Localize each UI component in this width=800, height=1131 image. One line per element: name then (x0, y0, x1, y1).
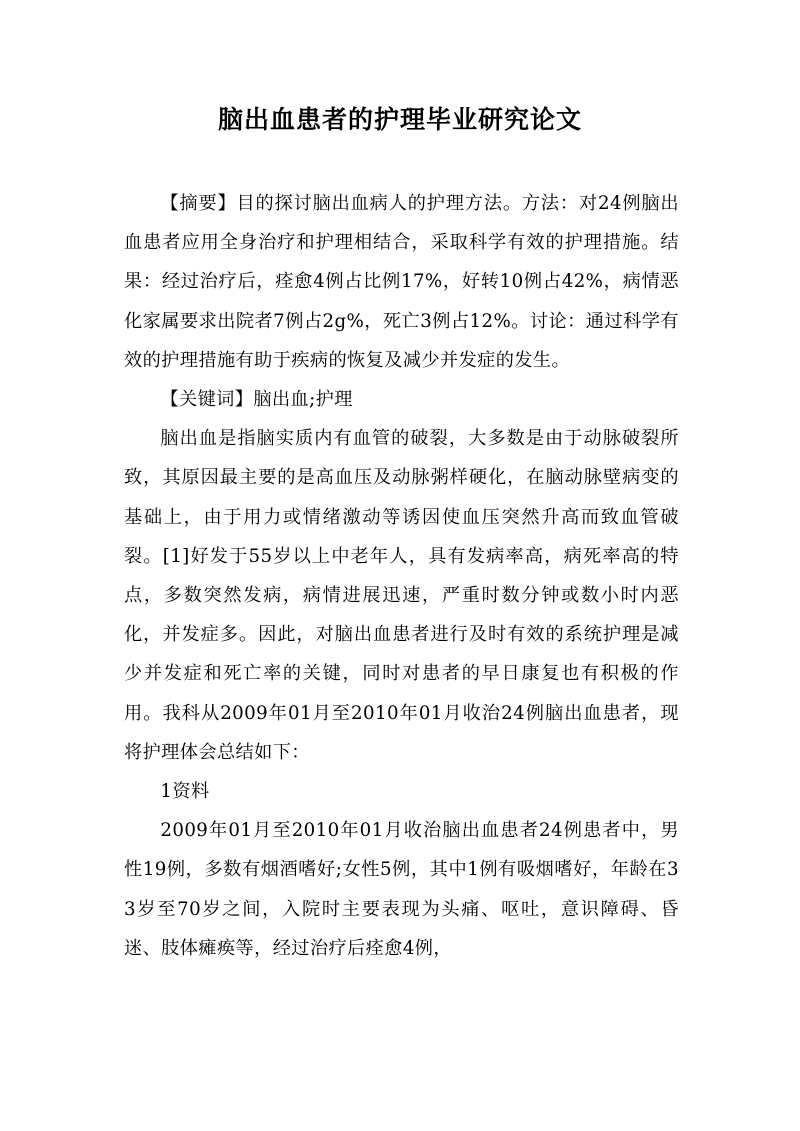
intro-paragraph: 脑出血是指脑实质内有血管的破裂，大多数是由于动脉破裂所致，其原因最主要的是高血压及动脉粥样硬化，在脑动脉壁病变的基础上，由于用力或情绪激动等诱因使血压突然升高而致血管破裂。[1]好发于55岁以上中老年人，具有发病率高，病死率高的特点，多数突然发病，病情进展迅速，严重时数分钟或数小时内恶化，并发症多。因此，对脑出血患者进行及时有效的系统护理是减少并发症和死亡率的关键，同时对患者的早日康复也有积极的作用。我科从2009年01月至2010年01月收治24例脑出血患者，现将护理体会总结如下： (124, 428, 679, 763)
document-body (124, 184, 679, 968)
materials-paragraph: 2009年01月至2010年01月收治脑出血患者24例患者中，男性19例，多数有烟酒嗜好;女性5例，其中1例有吸烟嗜好，年龄在33岁至70岁之间，入院时主要表现为头痛、呕吐，意识障碍、昏迷、肢体瘫痪等，经过治疗后痊愈4例， (124, 820, 679, 959)
abstract-paragraph: 【摘要】目的探讨脑出血病人的护理方法。方法：对24例脑出血患者应用全身治疗和护理相结合，采取科学有效的护理措施。结果：经过治疗后，痊愈4例占比例17%，好转10例占42%，病情恶化家属要求出院者7例占2g%，死亡3例占12%。讨论：通过科学有效的护理措施有助于疾病的恢复及减少并发症的发生。 (124, 193, 679, 371)
section-heading: 1资料 (160, 781, 210, 803)
keywords-paragraph: 【关键词】脑出血;护理 (160, 389, 353, 411)
document-title: 脑出血患者的护理毕业研究论文 (217, 105, 582, 134)
